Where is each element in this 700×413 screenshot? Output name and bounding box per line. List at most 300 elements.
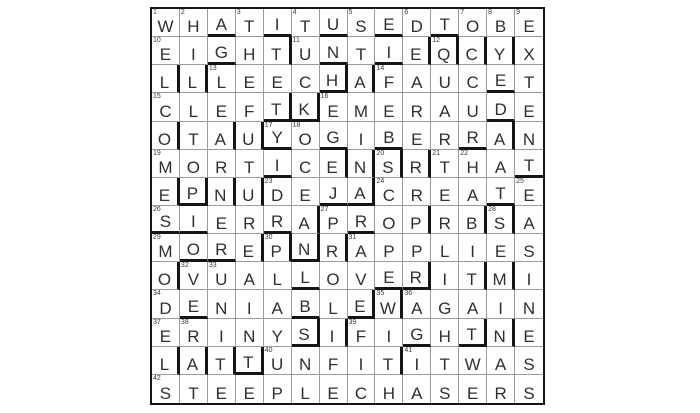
cell-letter: I bbox=[274, 155, 280, 175]
cell-letter: H bbox=[187, 17, 200, 37]
grid-cell bbox=[515, 290, 543, 318]
cell-letter: D bbox=[494, 99, 507, 119]
grid-cell bbox=[208, 122, 236, 150]
grid-cell bbox=[264, 9, 292, 37]
clue-number: 17 bbox=[264, 121, 273, 129]
cell-letter: K bbox=[298, 99, 310, 119]
cell-letter: T bbox=[188, 129, 199, 149]
cell-letter: G bbox=[326, 127, 340, 147]
grid-cell bbox=[320, 234, 348, 262]
grid-cell bbox=[264, 37, 292, 65]
cell-letter: S bbox=[493, 214, 506, 234]
grid-cell bbox=[264, 122, 292, 150]
cell-letter: M bbox=[158, 242, 173, 262]
cell-letter: Y bbox=[271, 127, 283, 147]
clue-number: 2 bbox=[180, 9, 185, 16]
cell-letter: P bbox=[383, 242, 395, 262]
grid-cell bbox=[292, 9, 320, 37]
grid-cell bbox=[292, 347, 320, 375]
cell-letter: E bbox=[411, 129, 423, 149]
grid-cell bbox=[515, 37, 543, 65]
grid-cell bbox=[180, 150, 208, 178]
cell-letter: R bbox=[187, 326, 200, 346]
grid-cell bbox=[348, 37, 376, 65]
grid-cell bbox=[320, 319, 348, 347]
grid-cell bbox=[431, 37, 459, 65]
grid-cell bbox=[375, 262, 403, 290]
cell-letter: N bbox=[298, 354, 312, 374]
grid-cell bbox=[152, 347, 180, 375]
cell-letter: L bbox=[272, 270, 282, 290]
grid-cell bbox=[403, 150, 431, 178]
grid-cell bbox=[180, 37, 208, 65]
cell-letter: U bbox=[242, 185, 255, 205]
grid-cell bbox=[403, 206, 431, 234]
grid-cell bbox=[375, 347, 403, 375]
cell-letter: E bbox=[187, 296, 200, 316]
grid-cell bbox=[459, 150, 487, 178]
cell-letter: E bbox=[327, 383, 339, 403]
grid-cell bbox=[264, 319, 292, 347]
cell-letter: N bbox=[297, 240, 311, 260]
cell-letter: N bbox=[214, 185, 227, 205]
cell-letter: H bbox=[466, 157, 479, 177]
grid-cell bbox=[236, 234, 264, 262]
cell-letter: P bbox=[186, 183, 199, 203]
cell-letter: T bbox=[523, 73, 535, 93]
cell-letter: I bbox=[191, 212, 196, 232]
grid-cell bbox=[152, 319, 180, 347]
cell-letter: E bbox=[215, 101, 227, 121]
grid-cell bbox=[431, 178, 459, 206]
clue-number: 41 bbox=[404, 346, 413, 354]
grid-cell bbox=[264, 178, 292, 206]
grid-cell bbox=[348, 9, 376, 37]
grid-cell bbox=[152, 122, 180, 150]
cell-letter: I bbox=[246, 298, 252, 318]
grid-cell bbox=[375, 234, 403, 262]
cell-letter: A bbox=[271, 298, 283, 318]
grid-cell bbox=[515, 65, 543, 93]
cell-letter: R bbox=[410, 101, 423, 121]
grid-cell bbox=[431, 262, 459, 290]
cell-letter: R bbox=[409, 157, 422, 177]
grid-cell bbox=[459, 178, 487, 206]
grid-cell bbox=[292, 65, 320, 93]
grid-cell bbox=[180, 93, 208, 121]
grid-cell bbox=[292, 178, 320, 206]
grid-cell bbox=[459, 9, 487, 37]
clue-number: 14 bbox=[376, 65, 385, 73]
cell-letter: T bbox=[355, 45, 367, 65]
clue-number: 26 bbox=[153, 205, 161, 213]
cell-letter: E bbox=[158, 185, 171, 205]
cell-letter: R bbox=[243, 214, 256, 234]
cell-letter: H bbox=[438, 326, 451, 346]
grid-cell bbox=[236, 262, 264, 290]
grid-cell bbox=[236, 178, 264, 206]
grid-cell bbox=[320, 65, 348, 93]
grid-cell bbox=[320, 206, 348, 234]
cell-letter: O bbox=[186, 157, 200, 177]
grid-cell bbox=[487, 178, 515, 206]
cell-letter: P bbox=[411, 242, 423, 262]
cell-letter: E bbox=[271, 73, 283, 93]
clue-number: 30 bbox=[264, 234, 273, 242]
clue-number: 38 bbox=[180, 318, 189, 326]
cell-letter: T bbox=[382, 354, 394, 374]
cell-letter: C bbox=[466, 73, 479, 93]
clue-number: 1 bbox=[153, 9, 157, 16]
cell-letter: A bbox=[243, 270, 255, 290]
clue-number: 7 bbox=[460, 9, 465, 16]
cell-letter: A bbox=[467, 185, 479, 205]
grid-cell bbox=[487, 65, 515, 93]
cell-letter: L bbox=[188, 101, 199, 121]
grid-cell bbox=[208, 65, 236, 93]
grid-cell bbox=[292, 122, 320, 150]
cell-letter: T bbox=[215, 354, 226, 374]
cell-letter: T bbox=[523, 155, 535, 175]
grid-cell bbox=[487, 206, 515, 234]
grid-cell bbox=[487, 319, 515, 347]
cell-letter: C bbox=[298, 73, 312, 93]
cell-letter: N bbox=[522, 298, 536, 318]
grid-cell bbox=[208, 234, 236, 262]
cell-letter: R bbox=[271, 212, 284, 232]
cell-letter: I bbox=[386, 43, 392, 63]
grid-cell bbox=[236, 347, 264, 375]
cell-letter: I bbox=[218, 326, 224, 346]
cell-letter: F bbox=[327, 354, 339, 374]
grid-cell bbox=[459, 290, 487, 318]
cell-letter: S bbox=[355, 17, 367, 37]
clue-number: 31 bbox=[348, 234, 357, 242]
clue-number: 16 bbox=[320, 93, 329, 101]
grid-cell bbox=[180, 375, 208, 403]
clue-number: 6 bbox=[404, 9, 409, 16]
cell-letter: I bbox=[386, 326, 392, 346]
cell-letter: I bbox=[414, 354, 420, 374]
cell-letter: A bbox=[494, 157, 507, 177]
cell-letter: U bbox=[242, 129, 255, 149]
cell-letter: E bbox=[523, 101, 535, 121]
cell-letter: C bbox=[159, 101, 172, 121]
cell-letter: I bbox=[191, 45, 196, 65]
grid-cell bbox=[515, 319, 543, 347]
grid-cell bbox=[320, 37, 348, 65]
grid-cell bbox=[375, 290, 403, 318]
cell-letter: S bbox=[523, 242, 535, 262]
grid-cell bbox=[320, 347, 348, 375]
cell-letter: L bbox=[328, 298, 338, 318]
grid-cell bbox=[487, 37, 515, 65]
grid-cell bbox=[292, 262, 320, 290]
grid-cell bbox=[431, 150, 459, 178]
cell-letter: E bbox=[383, 268, 395, 288]
grid-cell bbox=[348, 319, 376, 347]
grid-cell bbox=[292, 93, 320, 121]
cell-letter: A bbox=[215, 15, 227, 35]
grid-cell bbox=[292, 234, 320, 262]
cell-letter: T bbox=[439, 15, 450, 35]
grid-cell bbox=[152, 150, 180, 178]
grid-cell bbox=[515, 234, 543, 262]
cell-letter: T bbox=[270, 99, 282, 119]
cell-letter: E bbox=[215, 214, 227, 234]
cell-letter: A bbox=[411, 383, 423, 403]
clue-number: 27 bbox=[320, 205, 329, 213]
grid-cell bbox=[152, 290, 180, 318]
cell-letter: I bbox=[526, 270, 532, 290]
grid-cell bbox=[459, 375, 487, 403]
grid-cell bbox=[236, 9, 264, 37]
clue-number: 36 bbox=[404, 290, 413, 298]
cell-letter: E bbox=[410, 45, 422, 65]
grid-cell bbox=[375, 93, 403, 121]
cell-letter: T bbox=[466, 270, 477, 290]
cell-letter: R bbox=[410, 185, 423, 205]
grid-cell bbox=[152, 37, 180, 65]
grid-cell bbox=[264, 290, 292, 318]
cell-letter: O bbox=[326, 270, 340, 290]
grid-cell bbox=[152, 375, 180, 403]
cell-letter: E bbox=[467, 383, 479, 403]
grid-cell bbox=[403, 319, 431, 347]
grid-cell bbox=[236, 37, 264, 65]
grid-cell bbox=[152, 206, 180, 234]
grid-cell bbox=[152, 178, 180, 206]
cell-letter: E bbox=[383, 101, 395, 121]
cell-letter: T bbox=[188, 383, 199, 403]
grid-cell bbox=[515, 150, 543, 178]
grid-cell bbox=[487, 150, 515, 178]
grid-cell bbox=[180, 234, 208, 262]
clue-number: 3 bbox=[236, 9, 241, 16]
grid-cell bbox=[180, 178, 208, 206]
grid-cell bbox=[459, 206, 487, 234]
cell-letter: L bbox=[300, 383, 310, 403]
cell-letter: T bbox=[495, 183, 506, 203]
cell-letter: C bbox=[354, 383, 368, 403]
cell-letter: B bbox=[299, 296, 311, 316]
cell-letter: G bbox=[438, 298, 452, 318]
cell-letter: P bbox=[327, 214, 339, 234]
grid-cell bbox=[348, 375, 376, 403]
grid-cell bbox=[515, 122, 543, 150]
cell-letter: S bbox=[159, 212, 172, 232]
grid-cell bbox=[236, 65, 264, 93]
clue-number: 37 bbox=[153, 318, 161, 326]
cell-letter: Y bbox=[493, 45, 506, 65]
clue-number: 12 bbox=[432, 37, 441, 45]
grid-cell bbox=[180, 65, 208, 93]
cell-letter: S bbox=[523, 354, 535, 374]
grid-cell bbox=[208, 206, 236, 234]
cell-letter: C bbox=[298, 157, 312, 177]
grid-cell bbox=[320, 93, 348, 121]
grid-cell bbox=[375, 150, 403, 178]
cell-letter: I bbox=[442, 270, 448, 290]
grid-cell bbox=[515, 9, 543, 37]
cell-letter: L bbox=[216, 73, 227, 93]
cell-letter: L bbox=[159, 73, 170, 93]
grid-cell bbox=[264, 206, 292, 234]
grid-cell bbox=[208, 262, 236, 290]
cell-letter: S bbox=[159, 383, 172, 403]
grid-cell bbox=[403, 262, 431, 290]
grid-cell bbox=[236, 375, 264, 403]
clue-number: 24 bbox=[376, 177, 385, 185]
grid-cell bbox=[236, 290, 264, 318]
cell-letter: T bbox=[299, 17, 311, 37]
grid-cell bbox=[180, 206, 208, 234]
grid-cell bbox=[487, 347, 515, 375]
cell-letter: E bbox=[243, 73, 255, 93]
grid-cell bbox=[320, 178, 348, 206]
cell-letter: D bbox=[410, 17, 423, 37]
cell-letter: O bbox=[382, 214, 396, 234]
cell-letter: O bbox=[157, 270, 172, 290]
cell-letter: O bbox=[186, 240, 200, 260]
grid-cell bbox=[264, 93, 292, 121]
grid-cell bbox=[236, 206, 264, 234]
cell-letter: U bbox=[326, 15, 340, 35]
cell-letter: A bbox=[411, 298, 423, 318]
clue-number: 32 bbox=[180, 262, 189, 270]
grid-cell bbox=[152, 262, 180, 290]
grid-cell bbox=[431, 234, 459, 262]
grid-cell bbox=[264, 150, 292, 178]
cell-letter: M bbox=[158, 157, 173, 177]
cell-letter: B bbox=[466, 214, 478, 234]
grid-cell bbox=[348, 65, 376, 93]
grid-cell bbox=[459, 37, 487, 65]
grid-cell bbox=[431, 122, 459, 150]
grid-cell bbox=[180, 347, 208, 375]
grid-cell bbox=[208, 93, 236, 121]
crossword-grid bbox=[150, 7, 545, 405]
grid-cell bbox=[292, 206, 320, 234]
clue-number: 8 bbox=[488, 9, 493, 16]
cell-letter: A bbox=[298, 214, 310, 234]
grid-cell bbox=[431, 319, 459, 347]
grid-cell bbox=[431, 347, 459, 375]
grid-cell bbox=[264, 347, 292, 375]
cell-letter: B bbox=[494, 17, 507, 37]
grid-cell bbox=[375, 9, 403, 37]
cell-letter: I bbox=[498, 298, 503, 318]
grid-cell bbox=[152, 234, 180, 262]
clue-number: 4 bbox=[292, 9, 297, 16]
cell-letter: R bbox=[438, 214, 451, 234]
grid-cell bbox=[403, 347, 431, 375]
grid-cell bbox=[264, 375, 292, 403]
cell-letter: E bbox=[159, 45, 172, 65]
grid-cell bbox=[180, 319, 208, 347]
grid-cell bbox=[487, 290, 515, 318]
cell-letter: H bbox=[382, 383, 396, 403]
cell-letter: M bbox=[492, 270, 507, 290]
clue-number: 10 bbox=[153, 37, 161, 45]
cell-letter: F bbox=[383, 73, 395, 93]
cell-letter: N bbox=[215, 298, 228, 318]
cell-letter: R bbox=[494, 383, 507, 403]
cell-letter: B bbox=[383, 127, 395, 147]
clue-number: 19 bbox=[153, 149, 161, 157]
cell-letter: U bbox=[215, 270, 228, 290]
clue-number: 18 bbox=[292, 121, 301, 129]
clue-number: 9 bbox=[516, 9, 520, 16]
cell-letter: T bbox=[439, 354, 450, 374]
clue-number: 21 bbox=[432, 149, 441, 157]
cell-letter: R bbox=[466, 127, 479, 147]
cell-letter: E bbox=[383, 15, 395, 35]
grid-cell bbox=[375, 319, 403, 347]
cell-letter: V bbox=[187, 270, 200, 290]
cell-letter: E bbox=[494, 242, 507, 262]
grid-cell bbox=[515, 347, 543, 375]
grid-cell bbox=[375, 375, 403, 403]
cell-letter: P bbox=[270, 242, 282, 262]
grid-cell bbox=[431, 9, 459, 37]
cell-letter: A bbox=[186, 354, 199, 374]
grid-cell bbox=[431, 65, 459, 93]
grid-cell bbox=[236, 150, 264, 178]
cell-letter: P bbox=[410, 214, 422, 234]
grid-cell bbox=[348, 150, 376, 178]
cell-letter: P bbox=[271, 383, 283, 403]
grid-cell bbox=[403, 65, 431, 93]
cell-letter: T bbox=[270, 45, 282, 65]
cell-letter: A bbox=[523, 214, 535, 234]
cell-letter: F bbox=[244, 101, 255, 121]
grid-cell bbox=[292, 290, 320, 318]
cell-letter: E bbox=[439, 185, 451, 205]
grid-cell bbox=[236, 319, 264, 347]
cell-letter: R bbox=[215, 240, 228, 260]
cell-letter: R bbox=[354, 212, 368, 232]
cell-letter: E bbox=[354, 296, 366, 316]
grid-cell bbox=[180, 9, 208, 37]
clue-number: 29 bbox=[153, 234, 161, 242]
cell-letter: V bbox=[355, 270, 367, 290]
grid-cell bbox=[208, 37, 236, 65]
cell-letter: J bbox=[328, 183, 338, 203]
grid-cell bbox=[320, 375, 348, 403]
cell-letter: N bbox=[326, 43, 340, 63]
clue-number: 33 bbox=[208, 262, 217, 270]
grid-cell bbox=[459, 347, 487, 375]
grid-cell bbox=[487, 262, 515, 290]
grid-cell bbox=[320, 9, 348, 37]
grid-cell bbox=[208, 375, 236, 403]
grid-cell bbox=[208, 9, 236, 37]
grid-cell bbox=[459, 319, 487, 347]
grid-cell bbox=[403, 290, 431, 318]
grid-cell bbox=[431, 375, 459, 403]
cell-letter: A bbox=[354, 73, 366, 93]
grid-cell bbox=[487, 122, 515, 150]
cell-letter: H bbox=[325, 71, 339, 91]
grid-cell bbox=[180, 262, 208, 290]
grid-cell bbox=[348, 234, 376, 262]
cell-letter: W bbox=[157, 17, 174, 37]
grid-cell bbox=[292, 319, 320, 347]
clue-number: 25 bbox=[516, 177, 524, 185]
grid-cell bbox=[459, 93, 487, 121]
cell-letter: E bbox=[159, 326, 172, 346]
